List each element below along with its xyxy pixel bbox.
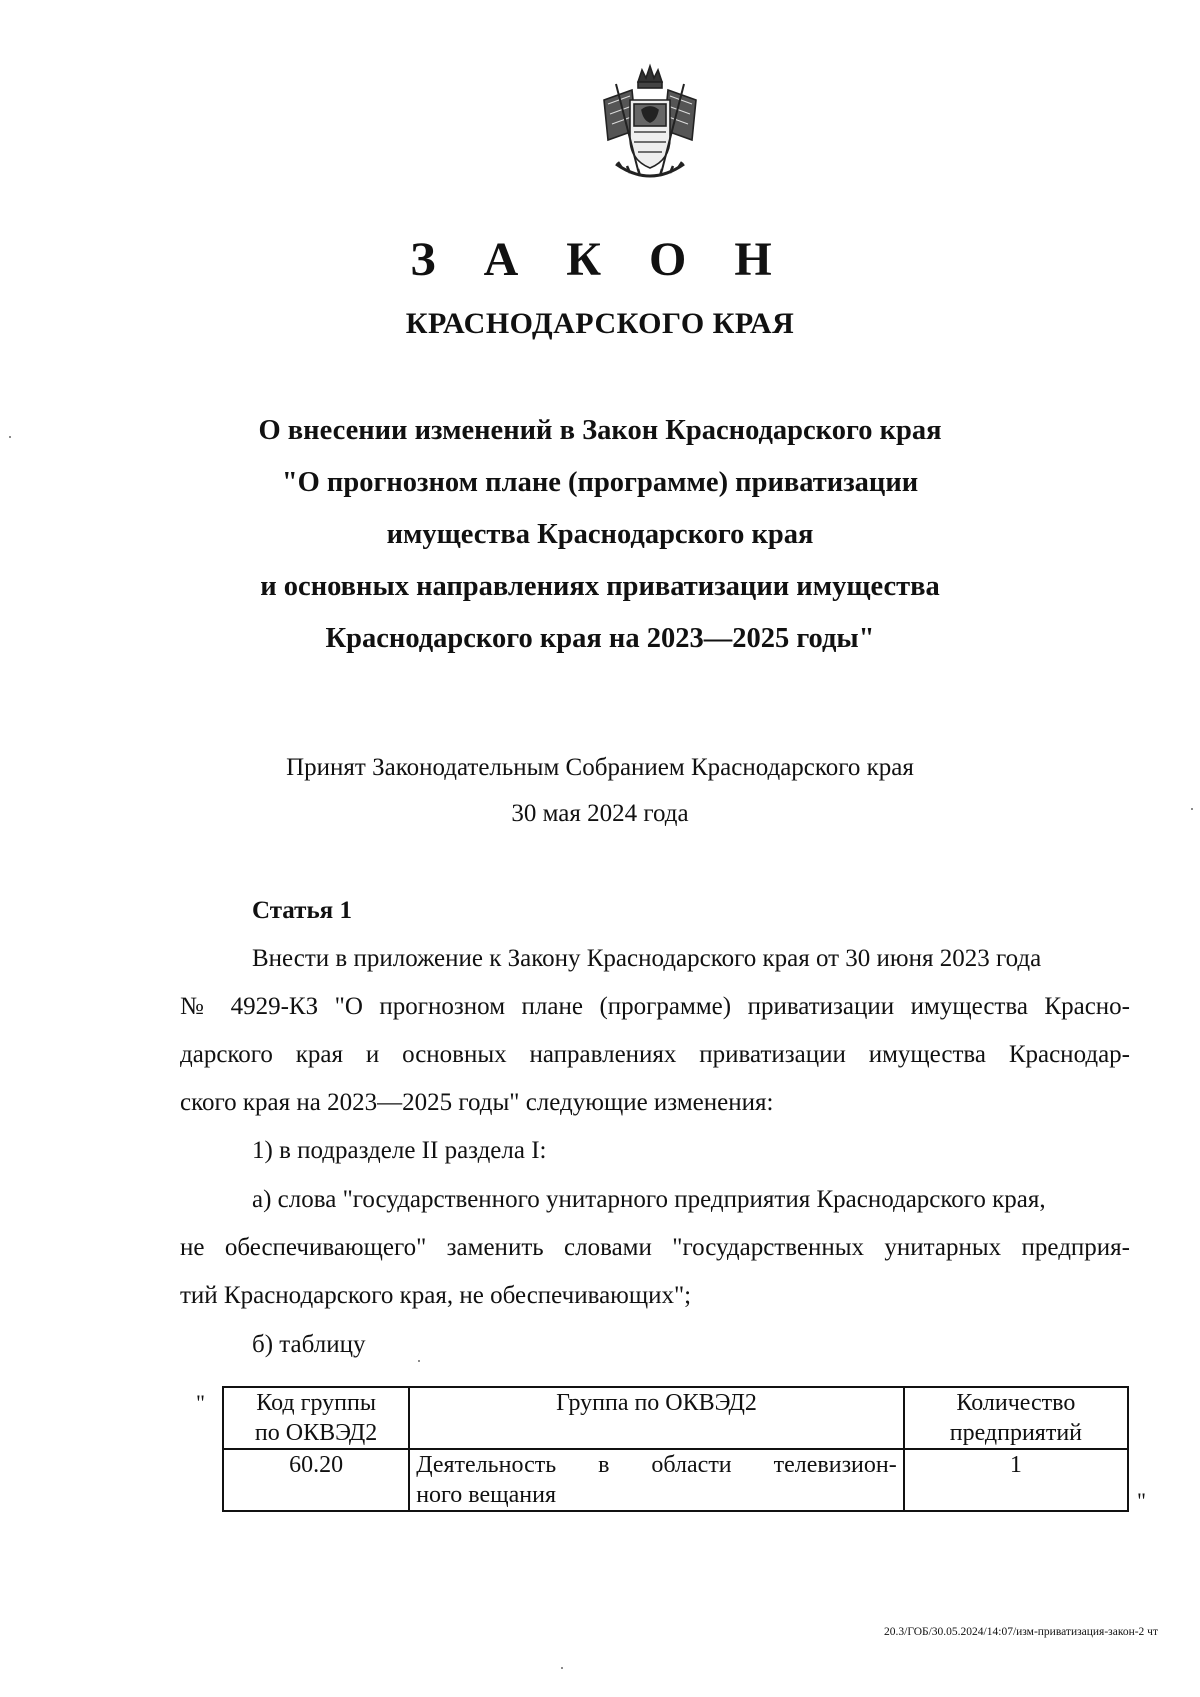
list-item-a-line: а) слова "государственного унитарного предприятия Краснодарского края, — [252, 1186, 1046, 1213]
title-line: О внесении изменений в Закон Краснодарского края — [258, 415, 942, 446]
coat-of-arms-emblem — [586, 60, 714, 188]
title-line: и основных направлениях приватизации имущества — [260, 571, 940, 602]
cell-group — [409, 1449, 904, 1511]
adoption-date: 30 мая 2024 года — [511, 800, 689, 827]
paragraph-line: дарского края и основных направлениях приватизации имущества Краснодар- — [180, 1041, 1130, 1068]
cell-count: 1 — [904, 1449, 1128, 1511]
header-code-line: Код группы — [256, 1390, 376, 1416]
cell-group-line: ного вещания — [416, 1482, 556, 1508]
paragraph-line: № 4929-КЗ "О прогнозном плане (программе) приватизации имущества Красно- — [180, 993, 1130, 1020]
paragraph-line: ского края на 2023—2025 годы" следующие изменения: — [180, 1089, 774, 1116]
cell-code: 60.20 — [223, 1449, 409, 1511]
header-group: Группа по ОКВЭД2 — [409, 1387, 904, 1449]
header-count-line: предприятий — [949, 1420, 1083, 1446]
okved-table — [222, 1386, 1129, 1512]
title-line: "О прогнозном плане (программе) приватизации — [281, 467, 919, 498]
header-count-line: Количество — [956, 1390, 1076, 1416]
header-code — [223, 1387, 409, 1449]
scan-speck — [561, 1667, 563, 1669]
scan-speck — [9, 436, 11, 438]
adoption-line: Принят Законодательным Собранием Краснодарского края — [286, 754, 914, 781]
table-close-quote: " — [1137, 1488, 1146, 1513]
list-item-a-line: не обеспечивающего" заменить словами "государственных унитарных предприя- — [180, 1234, 1130, 1261]
title-line: Краснодарского края на 2023—2025 годы" — [325, 623, 875, 654]
article-heading: Статья 1 — [252, 897, 352, 924]
scan-speck — [1191, 808, 1193, 810]
document-footer-code: 20.3/ГОБ/30.05.2024/14:07/изм-приватизация-закон-2 чт — [884, 1626, 1158, 1638]
list-item-b: б) таблицу — [252, 1331, 366, 1358]
law-title — [200, 405, 1000, 665]
list-item-a-line: тий Краснодарского края, не обеспечивающих"; — [180, 1282, 692, 1309]
table-header-row — [223, 1387, 1128, 1449]
header-count — [904, 1387, 1128, 1449]
table-open-quote: " — [196, 1390, 205, 1415]
cell-group-line: Деятельность в области телевизион- — [416, 1452, 897, 1478]
paragraph-line: Внести в приложение к Закону Краснодарского края от 30 июня 2023 года — [252, 945, 1042, 972]
table-row — [223, 1449, 1128, 1511]
law-heading: З А К О Н — [410, 233, 790, 286]
region-heading: КРАСНОДАРСКОГО КРАЯ — [405, 307, 795, 340]
list-item-1: 1) в подразделе II раздела I: — [252, 1137, 547, 1164]
adoption-note — [0, 745, 1200, 837]
scan-speck — [418, 1360, 420, 1362]
title-line: имущества Краснодарского края — [386, 519, 814, 550]
header-code-line: по ОКВЭД2 — [254, 1420, 378, 1446]
